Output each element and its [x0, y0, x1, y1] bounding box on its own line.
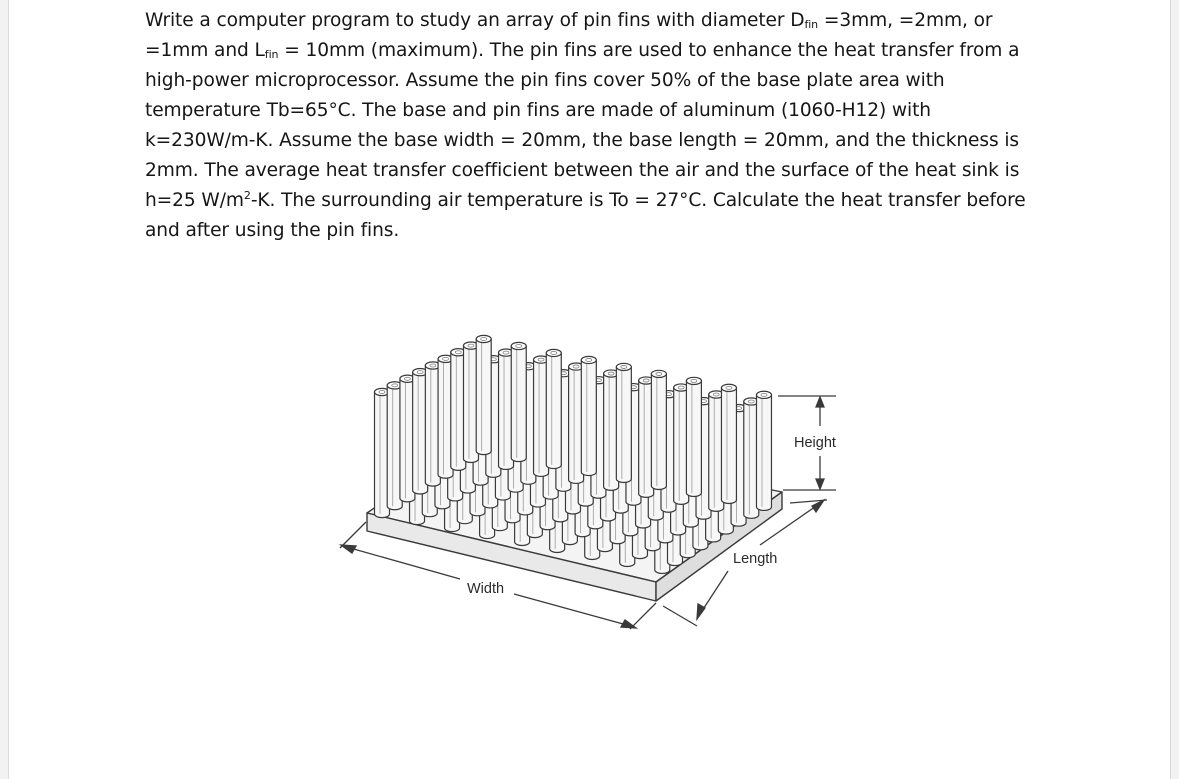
pin-fin: [756, 391, 771, 510]
pin-fin: [476, 335, 491, 454]
width-label: Width: [467, 581, 505, 597]
pin-fin: [686, 377, 701, 496]
problem-line-4: temperature Tb=65°C. The base and pin fins are made of aluminum (1060-H12) with: [145, 100, 931, 121]
height-label: Height: [794, 435, 836, 451]
problem-line-1: Write a computer program to study an array of pin fins with diameter $D_{fin} =3mm$, =2mm, or: [145, 10, 993, 31]
problem-line-2: =1mm and $L_{fin} = 10mm$ (maximum). The pin fins are used to enhance the heat transfer from a: [145, 40, 1020, 61]
pin-fin: [546, 349, 561, 468]
pin-fin: [651, 370, 666, 489]
problem-line-8: and after using the pin fins.: [145, 220, 400, 241]
pin-fin: [511, 342, 526, 461]
problem-line-3: high-power microprocessor. Assume the pin fins cover 50% of the base plate area with: [145, 70, 945, 91]
problem-line-7: h=25 $W/m^2-K$. The surrounding air temperature is To = 27°C. Calculate the heat transfer before: [145, 189, 1026, 211]
pin-fin: [616, 363, 631, 482]
pin-fin: [721, 384, 736, 503]
pin-fin: [581, 356, 596, 475]
problem-line-5: k=230W/m-K. Assume the base width = 20mm, the base length = 20mm, and the thickness is: [145, 130, 1020, 151]
problem-line-6: 2mm. The average heat transfer coefficient between the air and the surface of the heat sink is: [145, 160, 1020, 181]
length-label: Length: [733, 551, 778, 567]
